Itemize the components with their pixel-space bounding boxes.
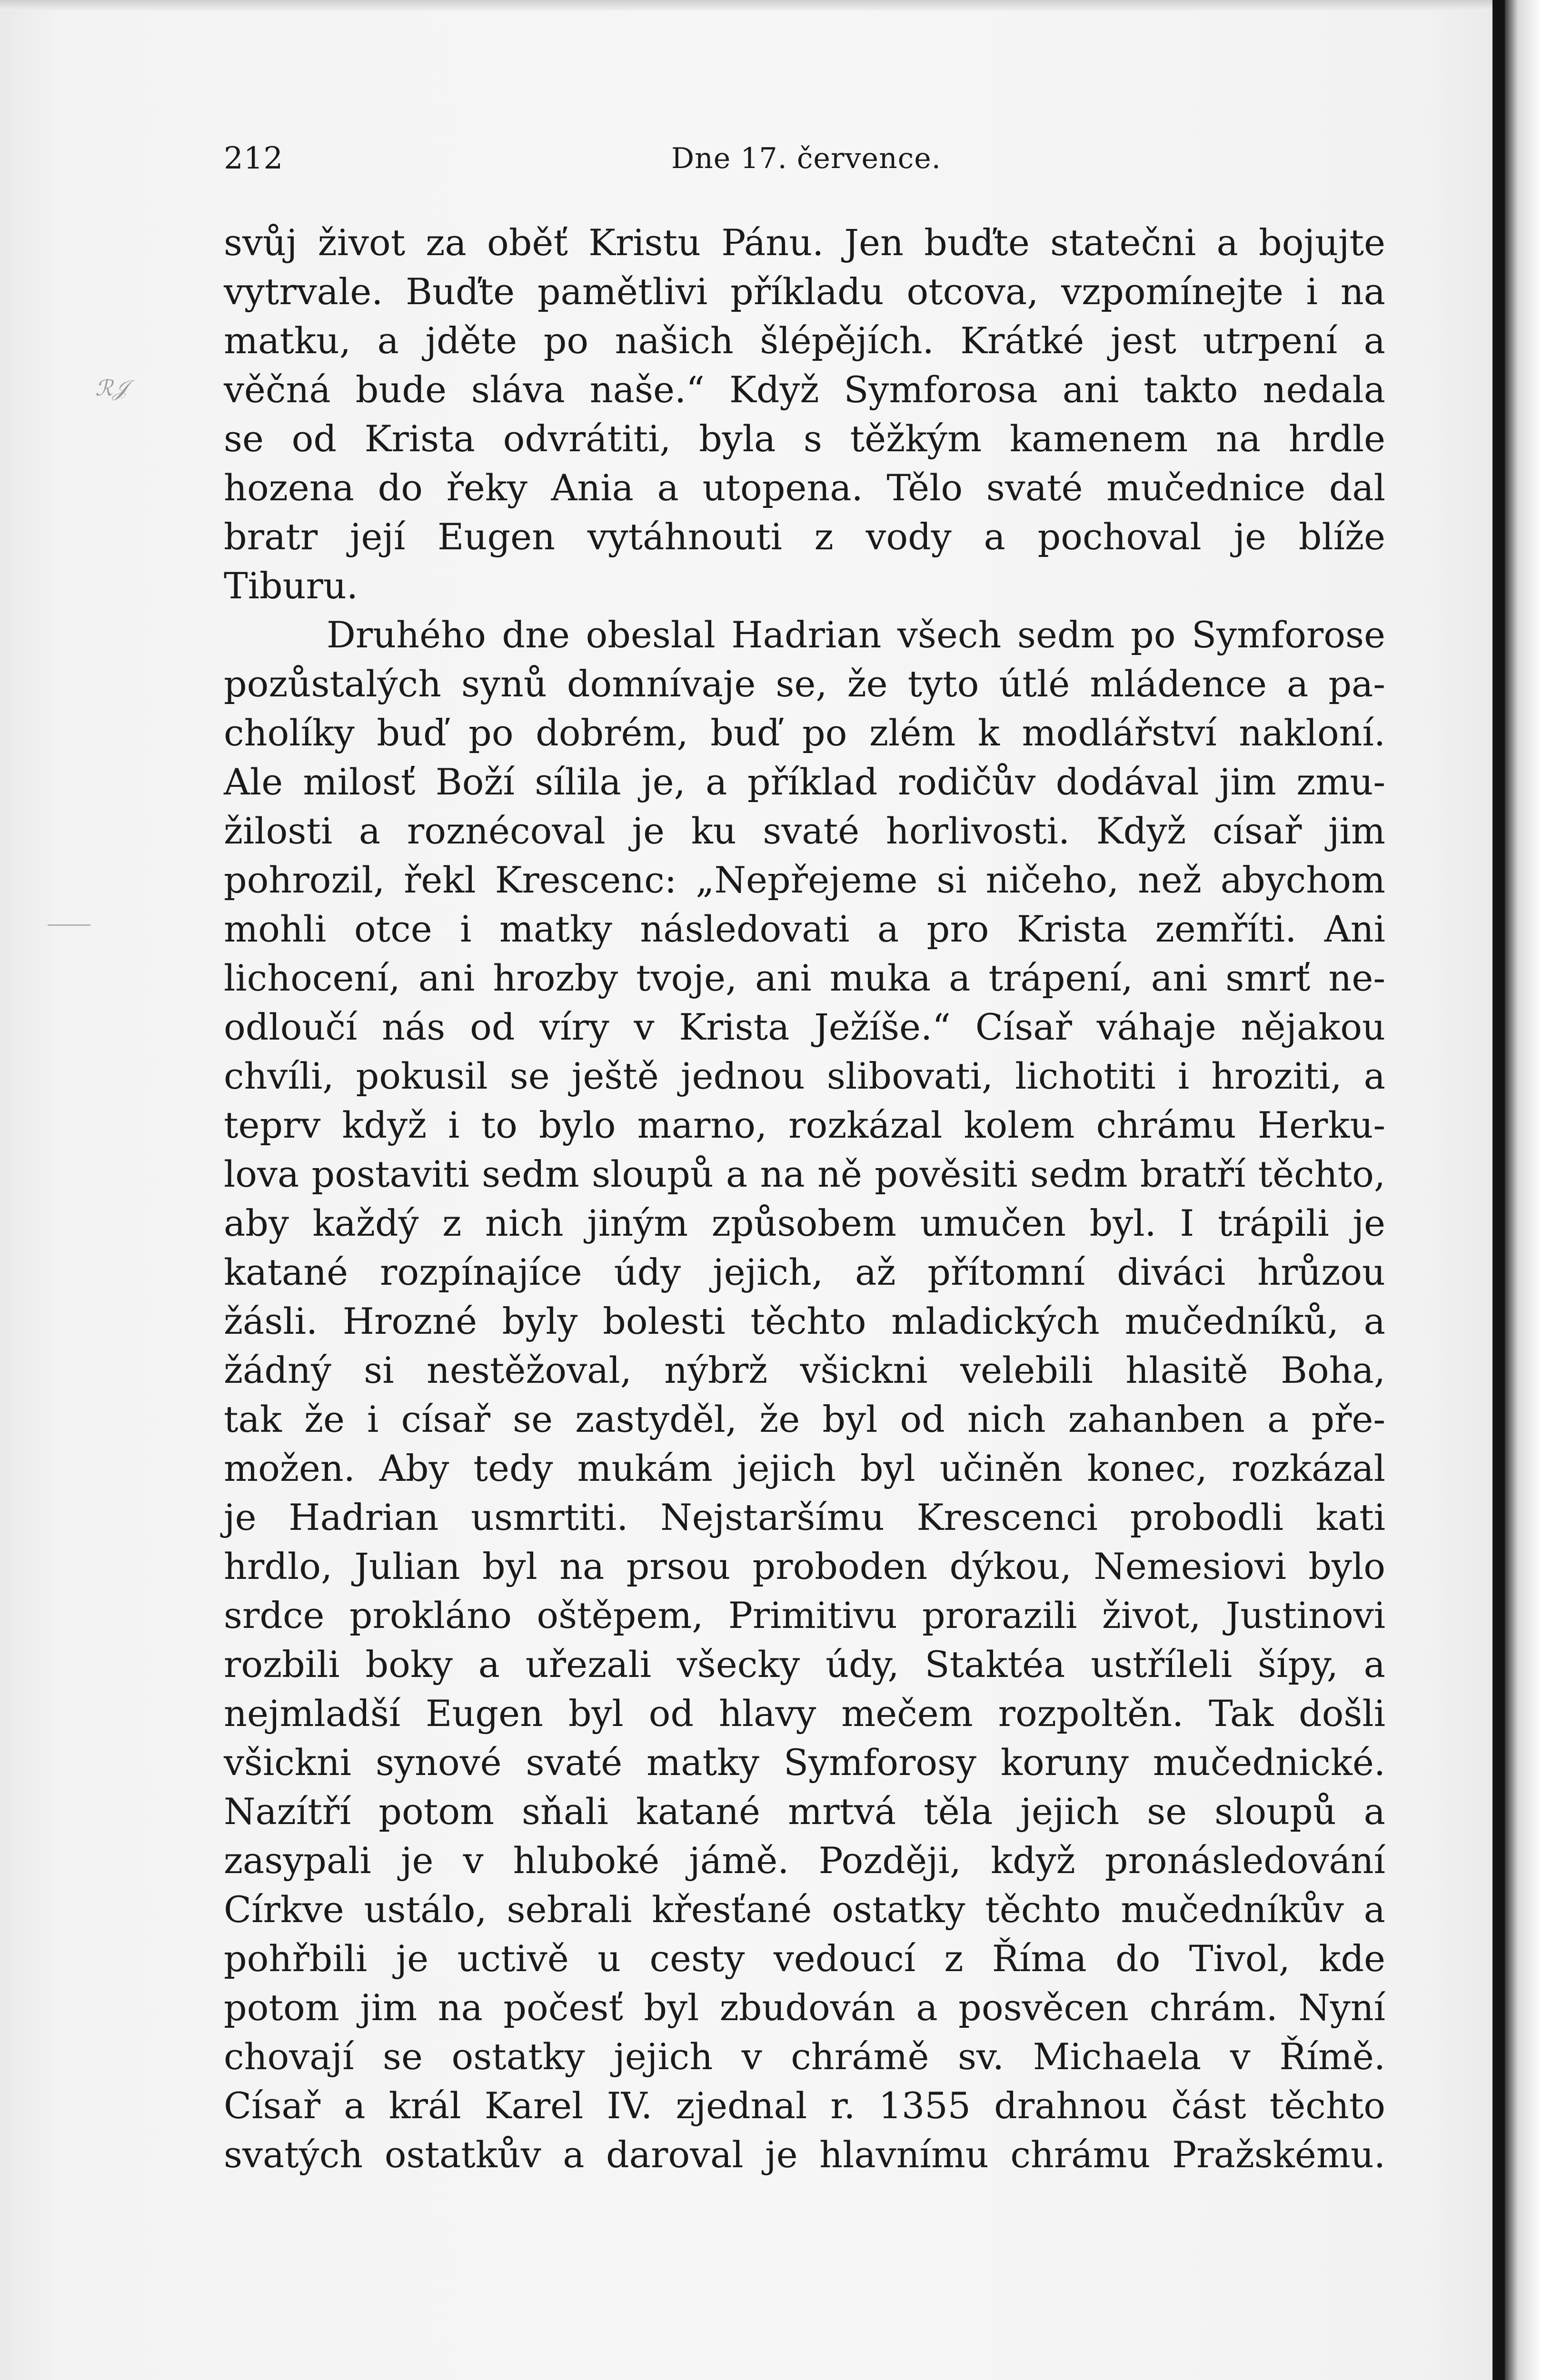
text-line: svůj život za oběť Kristu Pánu. Jen buďte statečni a bojujte bbox=[224, 221, 1385, 264]
page-binding-edge bbox=[1492, 0, 1505, 2380]
text-line: aby každý z nich jiným způsobem umučen byl. I trápili je bbox=[224, 1202, 1385, 1244]
text-line: možen. Aby tedy mukám jejich byl učiněn konec, rozkázal bbox=[224, 1447, 1385, 1489]
text-line: je Hadrian usmrtiti. Nejstaršímu Krescenci probodli kati bbox=[224, 1496, 1385, 1538]
margin-dash-mark bbox=[48, 924, 90, 926]
text-line: lova postaviti sedm sloupů a na ně pověsiti sedm bratří těchto, bbox=[224, 1153, 1385, 1195]
text-line: pozůstalých synů domnívaje se, že tyto útlé mládence a pa- bbox=[224, 663, 1385, 705]
text-line: tak že i císař se zastyděl, že byl od nich zahanben a pře- bbox=[224, 1398, 1385, 1440]
text-line: pohrozil, řekl Krescenc: „Nepřejeme si ničeho, než abychom bbox=[224, 859, 1385, 901]
text-line: Císař a král Karel IV. zjednal r. 1355 drahnou část těchto bbox=[224, 2084, 1385, 2127]
text-line: Tiburu. bbox=[224, 565, 358, 607]
text-line: lichocení, ani hrozby tvoje, ani muka a trápení, ani smrť ne- bbox=[224, 957, 1385, 999]
text-line: potom jim na počesť byl zbudován a posvěcen chrám. Nyní bbox=[224, 1986, 1385, 2029]
page-header bbox=[224, 137, 1385, 180]
text-line: Nazítří potom sňali katané mrtvá těla jejich se sloupů a bbox=[224, 1790, 1385, 1833]
text-line: věčná bude sláva naše.“ Když Symforosa ani takto nedala bbox=[224, 368, 1385, 411]
text-line: pohřbili je uctivě u cesty vedoucí z Říma do Tivol, kde bbox=[224, 1937, 1385, 1980]
text-line: žilosti a roznécoval je ku svaté horlivosti. Když císař jim bbox=[224, 810, 1385, 852]
body-text bbox=[224, 218, 1385, 2179]
text-line: žádný si nestěžoval, nýbrž všickni velebili hlasitě Boha, bbox=[224, 1349, 1385, 1391]
text-line: mohli otce i matky následovati a pro Krista zemříti. Ani bbox=[224, 908, 1385, 950]
margin-annotation: ℛ𝒥 bbox=[95, 375, 128, 401]
text-line: katané rozpínajíce údy jejich, až přítomní diváci hrůzou bbox=[224, 1251, 1385, 1293]
text-line: srdce prokláno oštěpem, Primitivu prorazili život, Justinovi bbox=[224, 1594, 1385, 1636]
text-line: rozbili boky a uřezali všecky údy, Staktéa ustříleli šípy, a bbox=[224, 1643, 1385, 1686]
text-line: zasypali je v hluboké jámě. Později, když pronásledování bbox=[224, 1839, 1385, 1882]
text-line: nejmladší Eugen byl od hlavy mečem rozpoltěn. Tak došli bbox=[224, 1692, 1385, 1735]
running-title: Dne 17. července. bbox=[671, 142, 941, 175]
text-line: všickni synové svaté matky Symforosy koruny mučednické. bbox=[224, 1741, 1385, 1784]
text-line: žásli. Hrozné byly bolesti těchto mladických mučedníků, a bbox=[224, 1300, 1385, 1342]
text-line: cholíky buď po dobrém, buď po zlém k modlářství nakloní. bbox=[224, 712, 1385, 754]
text-line: svatých ostatkův a daroval je hlavnímu chrámu Pražskému. bbox=[224, 2133, 1385, 2176]
page-number: 212 bbox=[224, 141, 284, 176]
text-line: se od Krista odvrátiti, byla s těžkým kamenem na hrdle bbox=[224, 417, 1385, 460]
page-outer-margin bbox=[1505, 0, 1542, 2380]
text-line: chovají se ostatky jejich v chrámě sv. Michaela v Římě. bbox=[224, 2035, 1385, 2078]
text-line: odloučí nás od víry v Krista Ježíše.“ Císař váhaje nějakou bbox=[224, 1006, 1385, 1048]
text-line: bratr její Eugen vytáhnouti z vody a pochoval je blíže bbox=[224, 516, 1385, 558]
text-line: teprv když i to bylo marno, rozkázal kolem chrámu Herku- bbox=[224, 1104, 1385, 1146]
text-line: matku, a jděte po našich šlépějích. Krátké jest utrpení a bbox=[224, 319, 1385, 362]
paragraph-start-line: Druhého dne obeslal Hadrian všech sedm po Symforose bbox=[327, 614, 1385, 656]
text-line: Ale milosť Boží sílila je, a příklad rodičův dodával jim zmu- bbox=[224, 761, 1385, 803]
text-line: vytrvale. Buďte pamětlivi příkladu otcova, vzpomínejte i na bbox=[224, 270, 1385, 313]
text-line: hozena do řeky Ania a utopena. Tělo svaté mučednice dal bbox=[224, 466, 1385, 509]
scan-top-edge bbox=[0, 0, 1542, 10]
text-line: chvíli, pokusil se ještě jednou slibovati, lichotiti i hroziti, a bbox=[224, 1055, 1385, 1097]
text-line: Církve ustálo, sebrali křesťané ostatky těchto mučedníkův a bbox=[224, 1888, 1385, 1931]
text-line: hrdlo, Julian byl na prsou proboden dýkou, Nemesiovi bylo bbox=[224, 1545, 1385, 1587]
